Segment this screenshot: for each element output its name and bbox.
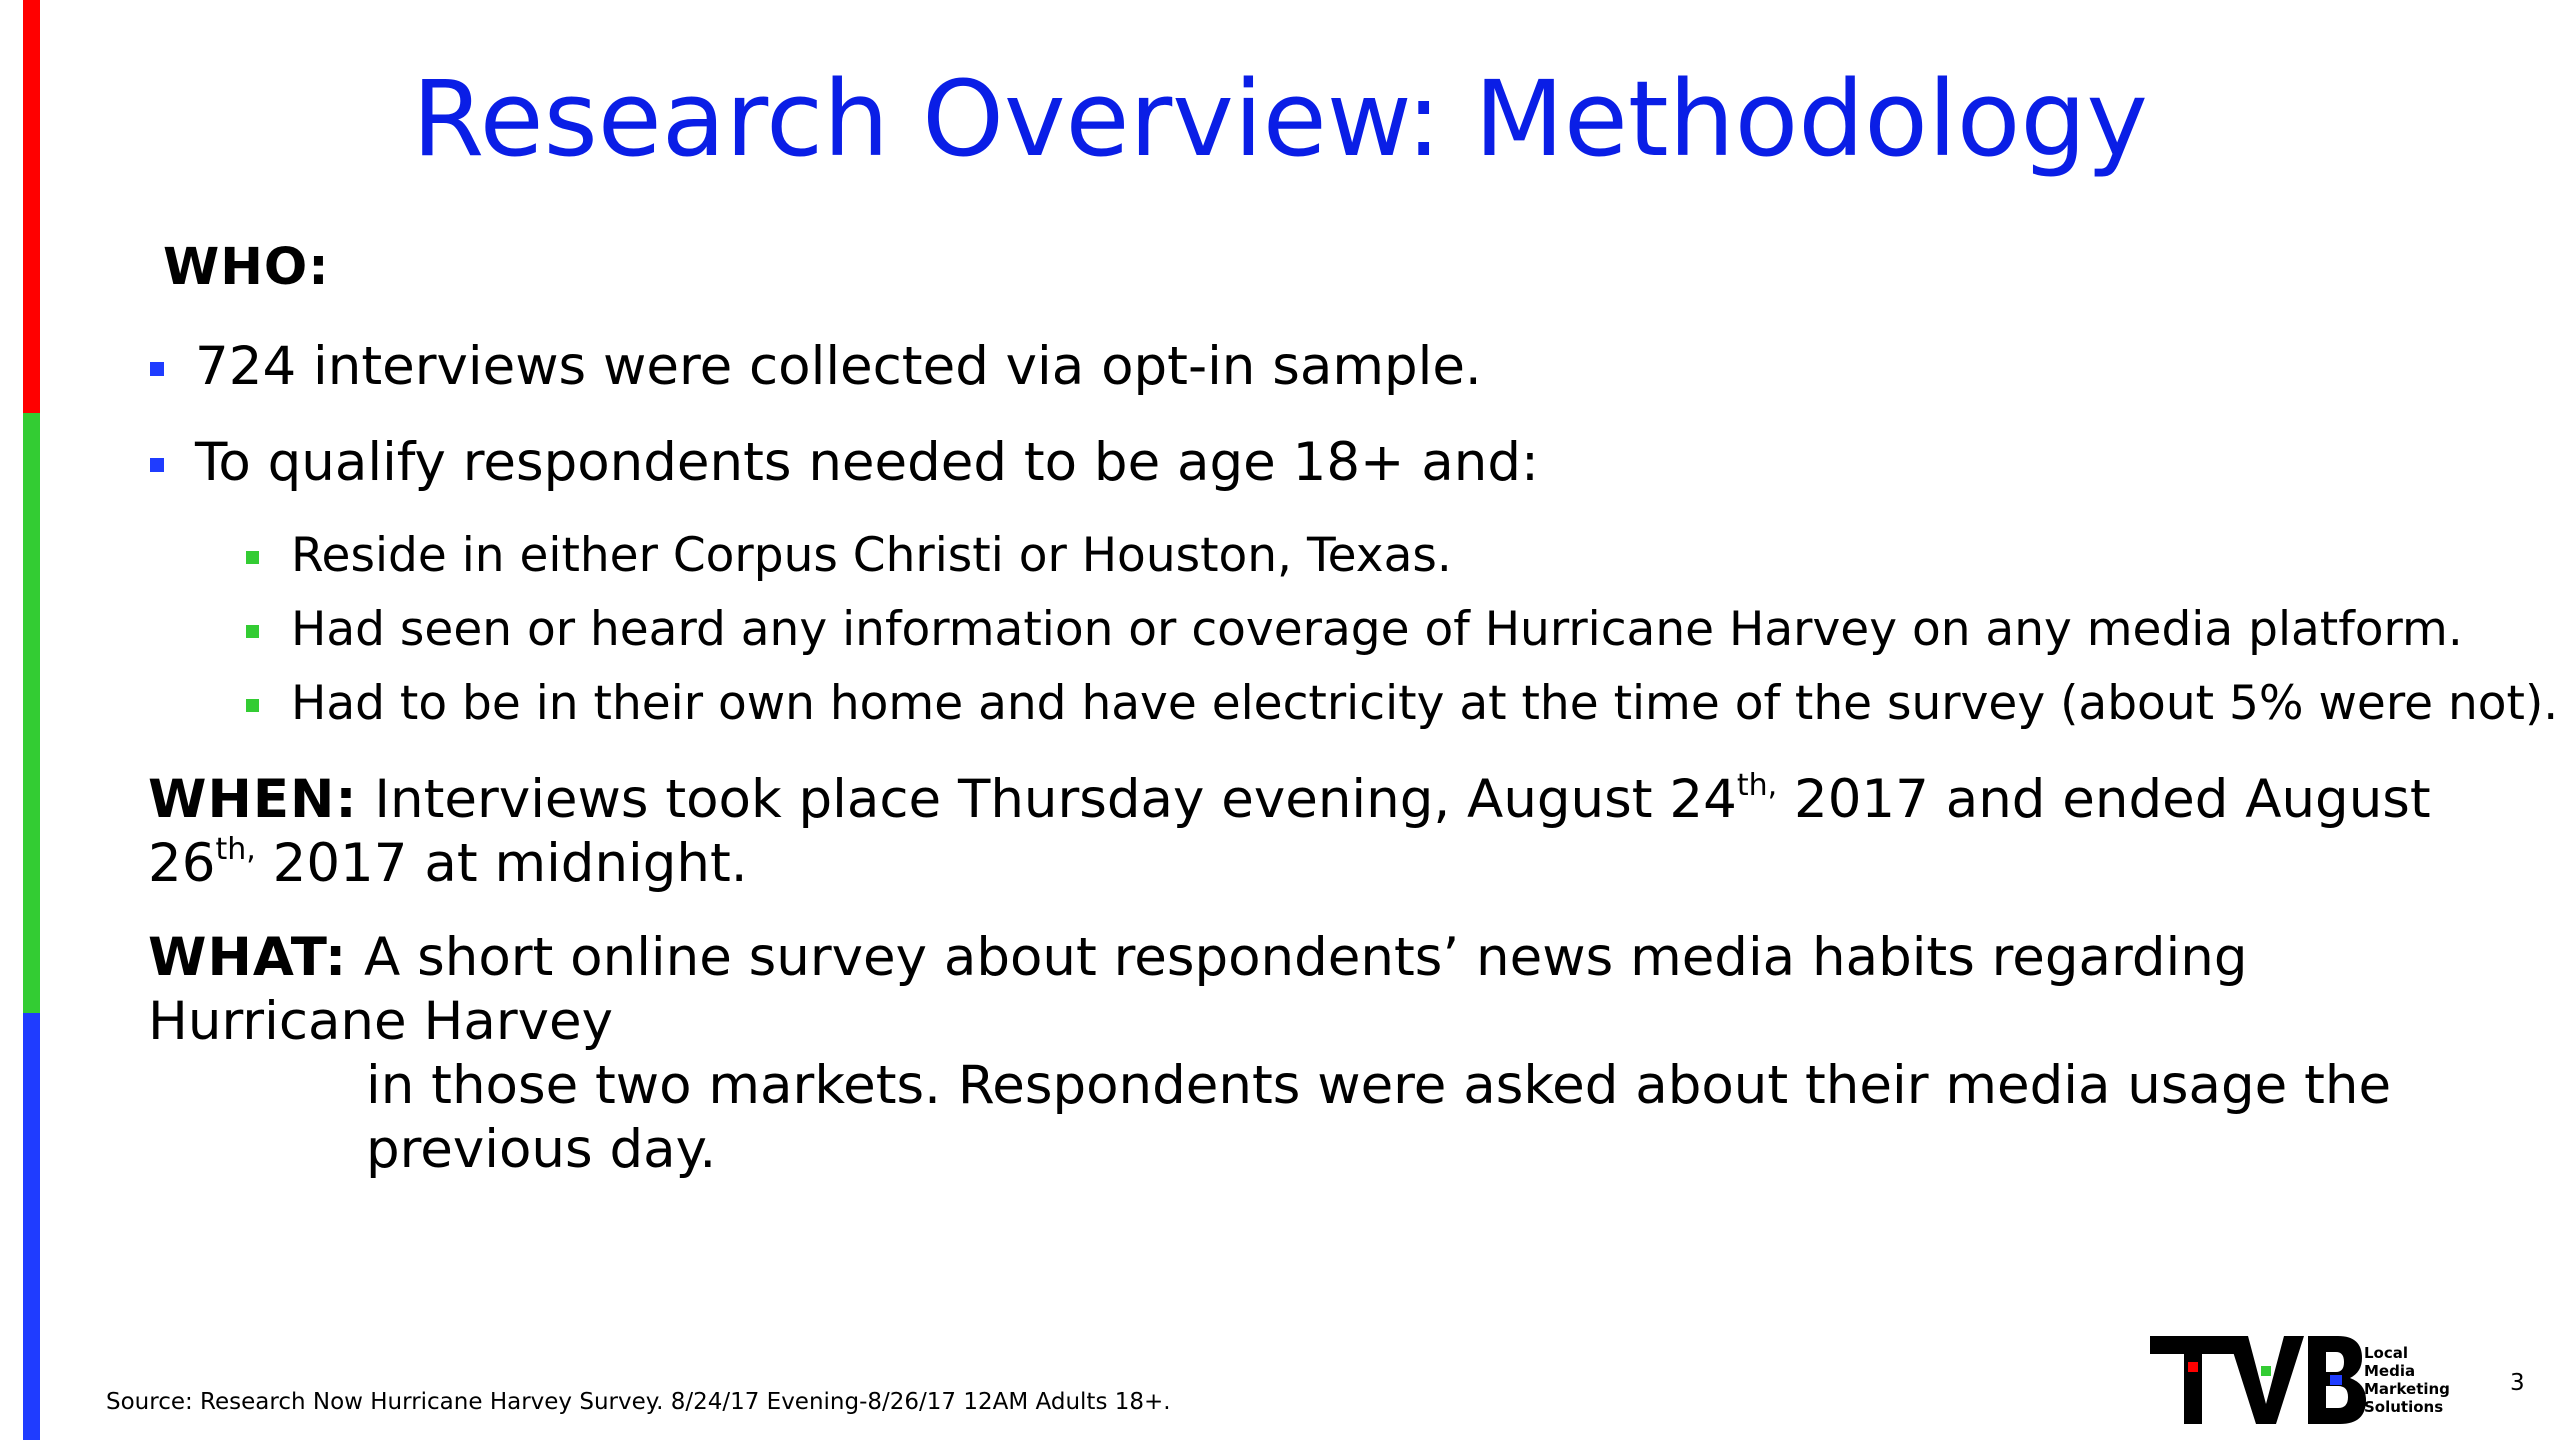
superscript: th,	[1736, 768, 1778, 803]
square-bullet-icon	[150, 362, 164, 376]
when-label: WHEN:	[148, 769, 358, 830]
tagline-line: Solutions	[2364, 1398, 2444, 1416]
square-bullet-icon	[150, 458, 164, 472]
when-text: 2017 at midnight.	[255, 833, 748, 894]
sub-bullet-text: Had seen or heard any information or coverage of Hurricane Harvey on any media platform.	[291, 602, 2463, 657]
source-footnote: Source: Research Now Hurricane Harvey Survey. 8/24/17 Evening-8/26/17 12AM Adults 18+.	[106, 1389, 1171, 1415]
tagline-line: Local	[2364, 1344, 2409, 1362]
what-text-continued: in those two markets. Respondents were asked about their media usage the previous day.	[366, 1055, 2392, 1180]
page-number: 3	[2510, 1370, 2525, 1396]
square-bullet-icon	[246, 699, 259, 712]
what-paragraph	[148, 926, 2448, 1182]
logo-tagline	[2364, 1344, 2464, 1416]
tagline-line: Media	[2364, 1362, 2416, 1380]
superscript: th,	[215, 832, 256, 867]
tagline-line: Marketing	[2364, 1380, 2450, 1398]
sub-bullet-text: Had to be in their own home and have electricity at the time of the survey (about 5% were not).	[291, 676, 2559, 731]
bullet-text: To qualify respondents needed to be age 18+ and:	[195, 432, 1539, 493]
who-heading: WHO:	[163, 238, 330, 297]
bullet-text: 724 interviews were collected via opt-in sample.	[195, 336, 1482, 397]
when-text: Interviews took place Thursday evening, August 24	[357, 769, 1737, 830]
stripe-blue	[23, 1013, 40, 1440]
when-text: 2017 and ended August 26	[148, 769, 2431, 894]
when-paragraph	[148, 768, 2448, 896]
square-bullet-icon	[246, 625, 259, 638]
sub-bullet-text: Reside in either Corpus Christi or Houston, Texas.	[291, 528, 1452, 583]
slide-title: Research Overview: Methodology	[412, 58, 2148, 180]
what-label: WHAT:	[148, 927, 348, 988]
square-bullet-icon	[246, 551, 259, 564]
stripe-green	[23, 413, 40, 1013]
what-text: A short online survey about respondents’ news media habits regarding Hurricane Harvey	[148, 927, 2248, 1052]
